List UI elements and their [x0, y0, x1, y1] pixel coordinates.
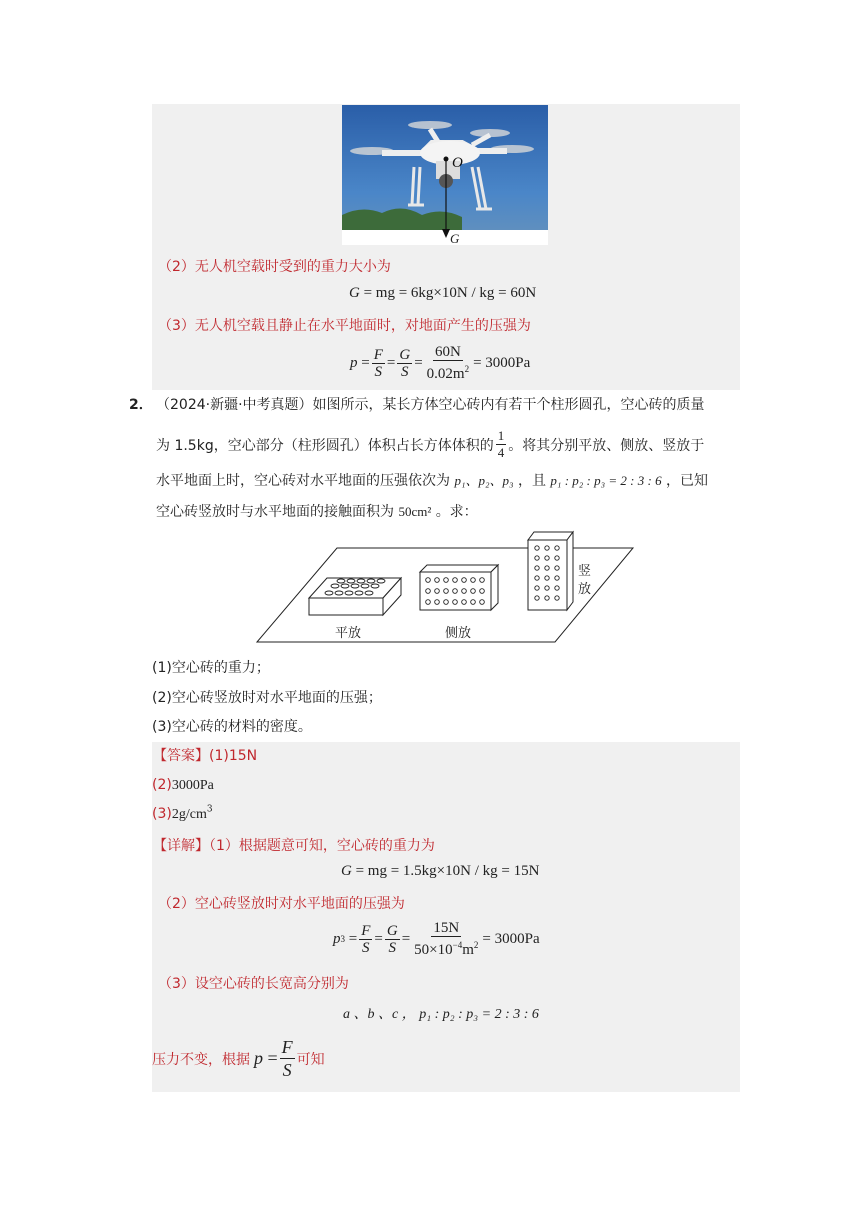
- fraction-f-s: [372, 347, 385, 380]
- frac-den: S: [401, 363, 409, 380]
- question-line-2: [156, 428, 704, 461]
- drone-label-g: G: [450, 231, 460, 246]
- prev-part2-formula: [349, 285, 536, 302]
- frac-den: S: [374, 363, 383, 380]
- fraction-values: [425, 344, 471, 382]
- fraction-g-s: [397, 347, 412, 380]
- formula-result: = 3000Pa: [482, 930, 540, 947]
- last-fraction: [280, 1036, 295, 1081]
- frac-num: F: [361, 922, 371, 939]
- drone-photo: [342, 105, 548, 245]
- question-number: 2．: [129, 397, 153, 413]
- fraction-g-s: [385, 923, 400, 956]
- answer-1: (1)15N: [209, 748, 258, 764]
- question-line-3a: 水平地面上时，空心砖对水平地面的压强依次为: [156, 473, 450, 489]
- explanation-tag: 【详解】: [153, 838, 209, 854]
- formula-p: p: [254, 1048, 263, 1068]
- question-line-3b: ，且: [517, 473, 546, 489]
- explanation-intro: [153, 835, 435, 855]
- frac-den: S: [362, 939, 370, 956]
- explanation-last-line: [152, 1036, 325, 1081]
- formula-g: G: [349, 285, 360, 301]
- den-unit: m: [462, 942, 474, 958]
- den-sup: −4: [452, 940, 463, 950]
- answer-3-index: (3): [152, 806, 172, 822]
- frac-num: G: [399, 346, 411, 363]
- contact-area: 50cm²: [398, 504, 432, 519]
- frac-num: G: [386, 922, 398, 939]
- explanation-formula-1: [341, 863, 539, 880]
- formula-g: G: [341, 863, 352, 879]
- answer-line-3: [152, 803, 213, 823]
- den-unit-sup: 2: [473, 940, 479, 950]
- prev-part3-formula: p = $\frac{F}{S}$ = $\frac{G}{S}$ = $\frac{60N}{0.02m^2}$ = 3000Pa: [350, 344, 531, 382]
- answer-3-sup: 3: [206, 804, 213, 815]
- last-line-text: 压力不变，根据: [152, 1051, 250, 1068]
- answer-line-2: [152, 774, 214, 794]
- question-line-4b: 。求：: [435, 504, 478, 520]
- question-line-4a: 空心砖竖放时与水平地面的接触面积为: [156, 504, 394, 520]
- question-fraction: [496, 428, 507, 461]
- pressure-symbols: p₁、p₂、p₃: [454, 473, 514, 488]
- last-formula: p =: [254, 1048, 278, 1068]
- drone-label-o: O: [452, 155, 463, 171]
- formula-rest: = mg = 6kg×10N / kg = 60N: [363, 285, 537, 301]
- question-line-4: [156, 501, 478, 521]
- answer-tag: 【答案】: [153, 748, 209, 764]
- frac-num: F: [373, 346, 383, 363]
- answer-3-value: 2g/cm: [171, 807, 207, 822]
- frac-num: 1: [497, 428, 505, 443]
- sub-question-1: (1)空心砖的重力；: [152, 660, 270, 676]
- den-value: 50×10: [414, 942, 453, 958]
- brick-figure: [255, 530, 635, 645]
- fraction-values: [412, 920, 480, 958]
- label-vertical-2: 放: [578, 582, 592, 597]
- label-vertical-1: 竖: [578, 564, 592, 579]
- explanation-part-3: （3）设空心砖的长宽高分别为: [158, 976, 349, 992]
- answer-2-index: (2): [152, 777, 172, 793]
- frac-num: 15N: [433, 920, 460, 936]
- question-line-2a: 为 1.5kg，空心部分（柱形圆孔）体积占长方体体积的: [156, 437, 494, 454]
- question-line-3: [156, 470, 708, 490]
- frac-den: [425, 361, 471, 382]
- pressure-ratio: p₁ : p₂ : p₃ = 2 : 3 : 6: [550, 473, 662, 488]
- drone-illustration: [342, 105, 548, 245]
- formula-p: p: [350, 354, 358, 371]
- label-side: 侧放: [445, 626, 472, 641]
- explanation-part-2: （2）空心砖竖放时对水平地面的压强为: [158, 896, 405, 912]
- formula-p-sub: 3: [340, 934, 345, 944]
- frac-den: S: [282, 1060, 292, 1080]
- formula-p: p: [333, 930, 341, 947]
- sub-question-2: (2)空心砖竖放时对水平地面的压强；: [152, 690, 382, 706]
- fraction-f-s: [359, 923, 372, 956]
- explanation-intro-text: （1）根据题意可知，空心砖的重力为: [209, 838, 435, 854]
- den-sup: 2: [464, 364, 470, 374]
- frac-den: 4: [497, 445, 505, 460]
- last-line-tail: 可知: [296, 1051, 325, 1068]
- label-flat: 平放: [335, 626, 362, 641]
- question-line-3c: ，已知: [666, 473, 709, 489]
- frac-num: F: [281, 1037, 293, 1057]
- formula-result: = 3000Pa: [473, 354, 531, 371]
- den-value: 0.02m: [426, 366, 465, 382]
- prev-part2-label: （2）无人机空载时受到的重力大小为: [158, 259, 391, 275]
- answer-line-1: [153, 745, 257, 765]
- prev-part3-label: （3）无人机空载且静止在水平地面时，对地面产生的压强为: [158, 318, 531, 334]
- sub-question-3: (3)空心砖的材料的密度。: [152, 719, 312, 735]
- answer-2-value: 3000Pa: [171, 778, 214, 793]
- frac-num: 60N: [434, 344, 461, 360]
- question-line-1: （2024·新疆·中考真题）如图所示，某长方体空心砖内有若干个柱形圆孔，空心砖的质量: [156, 397, 705, 413]
- frac-den: S: [388, 939, 397, 956]
- frac-den: [412, 937, 480, 958]
- question-line-2b: 。将其分别平放、侧放、竖放于: [508, 437, 705, 454]
- explanation-formula-2: p 3 = $\frac{F}{S}$ = $\frac{G}{S}$ = $\frac{15N}{50\times 10^{-4}m^2}$ = 3000Pa: [333, 920, 540, 958]
- formula-rest: = mg = 1.5kg×10N / kg = 15N: [355, 863, 540, 879]
- explanation-formula-3: a 、b 、c ， p₁ : p₂ : p₃ = 2 : 3 : 6: [343, 1007, 539, 1022]
